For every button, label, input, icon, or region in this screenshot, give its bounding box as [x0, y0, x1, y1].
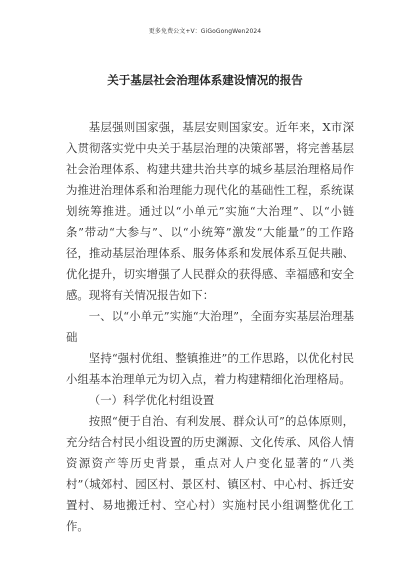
section-heading-1: 一、以“小单元”实施“大治理”，全面夯实基层治理基础 [66, 309, 354, 344]
intro-paragraph: 基层强则国家强，基层安则国家安。近年来，X市深入贯彻落实党中央关于基层治理的决策部署，将完善基层社会治理体系、构建共建共治共享的城乡基层治理格局作为推进治理体系和治理能力现代化的基础性工程，系统谋划统筹推进。通过以“小单元”实施“大治理”、以“小链条”带动“大参与”、以“小统筹”激发“大能量”的工作路径，推动基层治理体系、服务体系和发展体系互促共融、优化提升，切实增强了人民群众的获得感、幸福感和安全感。现将有关情况报告如下： [66, 120, 354, 302]
subsection-heading-1: （一）科学优化村组设置 [88, 393, 215, 407]
document-body [66, 117, 354, 537]
watermark-text: 更多免费公文+V：GiGoGongWen2024 [148, 28, 262, 35]
subsection-1-paragraph: 按照“便于自治、有利发展、群众认可”的总体原则，充分结合村民小组设置的历史渊源、文化传承、风俗人情资源资产等历史背景，重点对人户变化显著的“八类村”（城郊村、园区村、景区村、镇区村、中心村、拆迁安置村、易地搬迁村、空心村）实施村民小组调整优化工作。 [66, 414, 354, 533]
document-title: 关于基层社会治理体系建设情况的报告 [107, 73, 303, 87]
section-1-paragraph: 坚持“强村优组、整镇推进”的工作思路，以优化村民小组基本治理单元为切入点，着力构建精细化治理格局。 [66, 351, 354, 386]
